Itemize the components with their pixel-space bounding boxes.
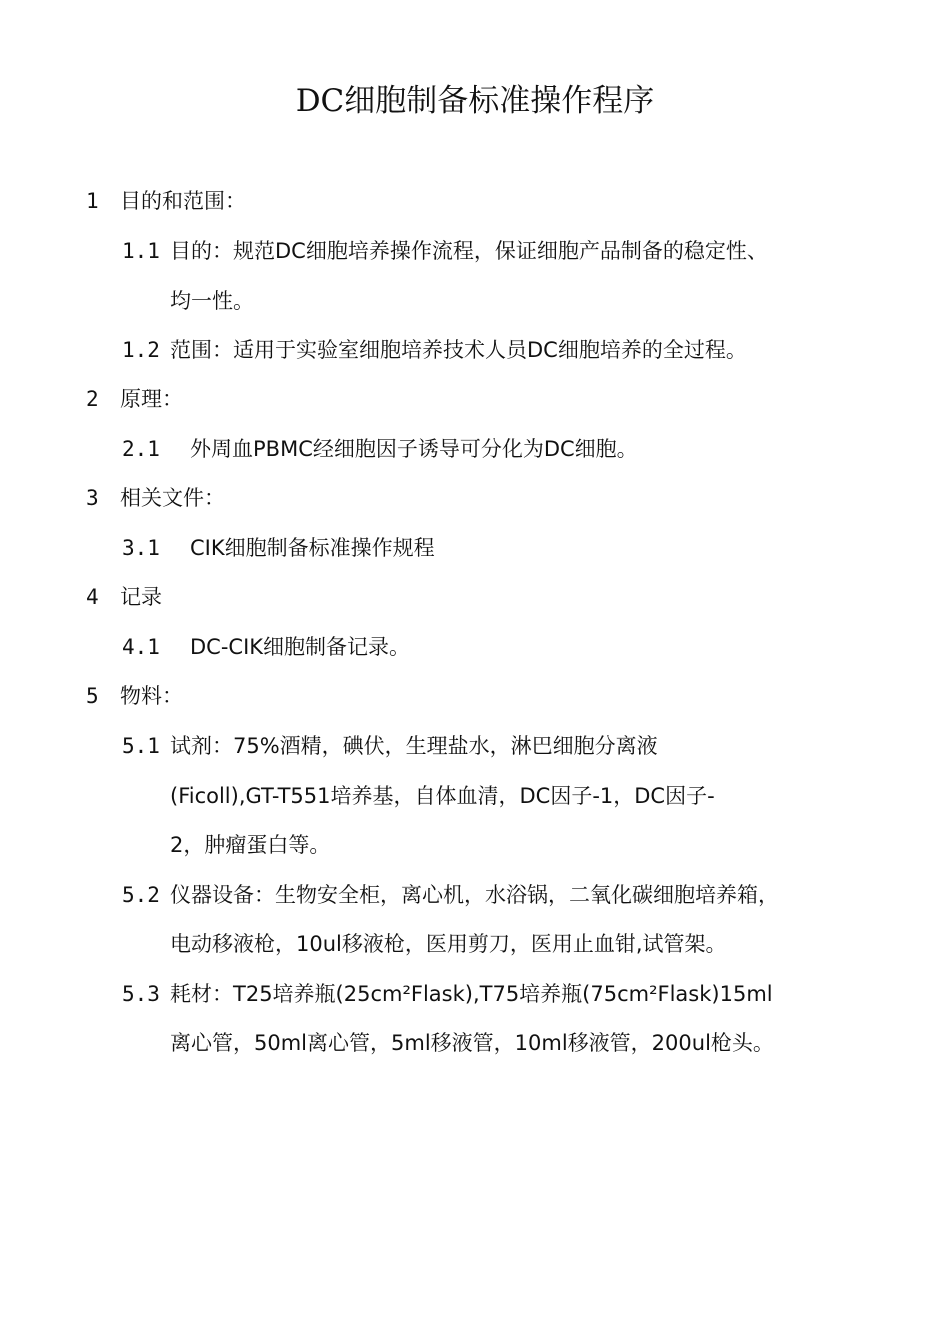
section-title: 记录	[120, 585, 162, 609]
section-title: 目的和范围：	[120, 189, 246, 213]
item-text: DC-CIK细胞制备记录。	[190, 635, 411, 659]
item-text: 耗材：T25培养瓶(25cm²Flask),T75培养瓶(75cm²Flask)15ml	[170, 982, 773, 1006]
item-5-1-continuation: (Ficoll),GT-T551培养基，自体血清，DC因子-1，DC因子-	[170, 784, 715, 808]
section-title: 原理：	[120, 387, 183, 411]
section-5-heading	[86, 681, 183, 711]
item-text: 目的：规范DC细胞培养操作流程，保证细胞产品制备的稳定性、	[170, 239, 768, 263]
item-number: 5.3	[122, 982, 160, 1006]
section-3-heading	[86, 483, 225, 513]
item-text: 范围：适用于实验室细胞培养技术人员DC细胞培养的全过程。	[170, 338, 747, 362]
section-2-heading	[86, 384, 183, 414]
item-1-2	[122, 335, 747, 365]
item-1-1	[122, 236, 768, 266]
item-3-1	[122, 533, 435, 563]
item-number: 3.1	[122, 536, 160, 560]
section-number: 5	[86, 684, 99, 708]
item-number: 4.1	[122, 635, 160, 659]
section-number: 1	[86, 189, 99, 213]
item-5-3	[122, 979, 773, 1009]
section-title: 物料：	[120, 684, 183, 708]
item-4-1	[122, 632, 410, 662]
document-title: DC细胞制备标准操作程序	[295, 83, 655, 119]
item-text: CIK细胞制备标准操作规程	[190, 536, 435, 560]
item-number: 1.2	[122, 338, 160, 362]
section-1-heading	[86, 186, 246, 216]
item-5-2	[122, 880, 779, 910]
item-number: 5.1	[122, 734, 160, 758]
item-text: 试剂：75%酒精，碘伏，生理盐水，淋巴细胞分离液	[170, 734, 658, 758]
section-number: 3	[86, 486, 99, 510]
item-5-2-continuation: 电动移液枪，10ul移液枪，医用剪刀，医用止血钳,试管架。	[170, 932, 727, 956]
item-1-1-continuation: 均一性。	[170, 289, 254, 313]
item-2-1	[122, 434, 638, 464]
item-text: 仪器设备：生物安全柜，离心机，水浴锅，二氧化碳细胞培养箱，	[170, 883, 779, 907]
item-number: 5.2	[122, 883, 160, 907]
item-number: 1.1	[122, 239, 160, 263]
section-number: 4	[86, 585, 99, 609]
item-text: 外周血PBMC经细胞因子诱导可分化为DC细胞。	[190, 437, 638, 461]
item-number: 2.1	[122, 437, 160, 461]
section-title: 相关文件：	[120, 486, 225, 510]
item-5-3-continuation: 离心管，50ml离心管，5ml移液管，10ml移液管，200ul枪头。	[170, 1031, 774, 1055]
section-number: 2	[86, 387, 99, 411]
item-5-1-continuation: 2，肿瘤蛋白等。	[170, 833, 331, 857]
item-5-1	[122, 731, 658, 761]
section-4-heading	[86, 582, 162, 612]
